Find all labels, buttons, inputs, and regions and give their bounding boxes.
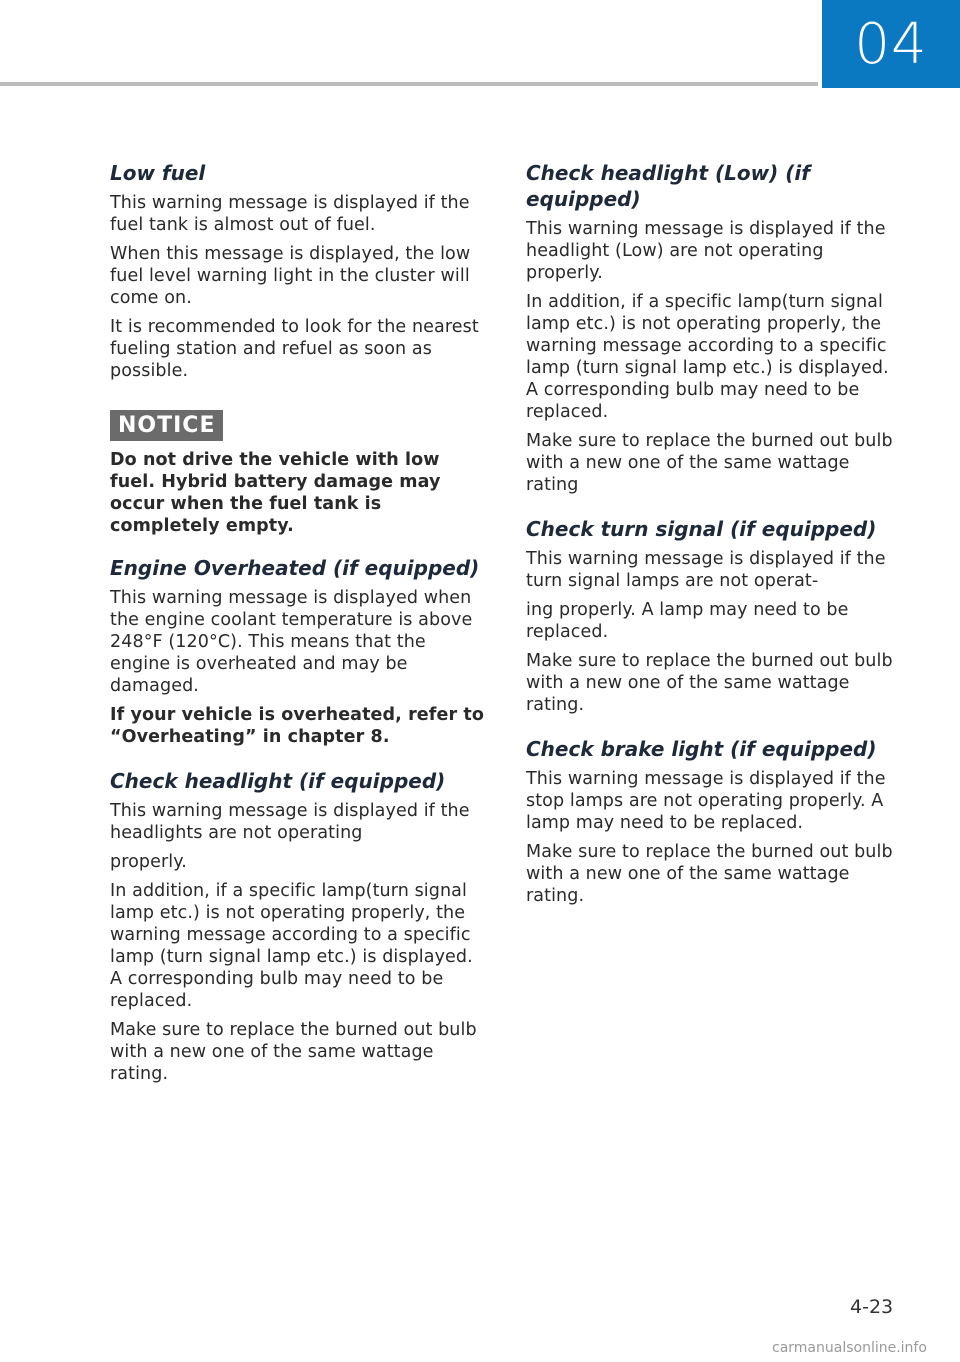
section-engine-overheated	[110, 555, 490, 748]
notice-text: Do not drive the vehicle with low fuel. Hybrid battery damage may occur when the fuel tank is completely empty.	[110, 450, 441, 536]
paragraph: Make sure to replace the burned out bulb with a new one of the same wattage rating.	[526, 651, 893, 715]
section-check-headlight-low	[526, 160, 906, 496]
paragraph: It is recommended to look for the nearest fueling station and refuel as soon as possible.	[110, 317, 479, 381]
page-number: 4-23	[850, 1296, 894, 1318]
section-check-headlight	[110, 768, 490, 1085]
section-title: Check headlight (Low) (if equipped)	[526, 161, 810, 211]
section-title: Low fuel	[110, 161, 206, 185]
paragraph: properly.	[110, 852, 187, 872]
paragraph: Make sure to replace the burned out bulb with a new one of the same wattage rating	[526, 431, 893, 495]
section-title: Check turn signal (if equipped)	[526, 517, 877, 541]
paragraph: This warning message is displayed if the headlight (Low) are not operating properly.	[526, 219, 886, 283]
paragraph: In addition, if a specific lamp(turn signal lamp etc.) is not operating properly, the warning message according to a specific lamp (turn signal lamp etc.) is displayed. A corresponding bulb may need to be replaced.	[526, 292, 889, 422]
right-column	[526, 160, 906, 927]
bold-note: If your vehicle is overheated, refer to “Overheating” in chapter 8.	[110, 705, 484, 747]
paragraph: This warning message is displayed if the fuel tank is almost out of fuel.	[110, 193, 470, 235]
paragraph: ing properly. A lamp may need to be replaced.	[526, 600, 849, 642]
paragraph: Make sure to replace the burned out bulb with a new one of the same wattage rating.	[110, 1020, 477, 1084]
left-column	[110, 160, 490, 1105]
notice-box	[110, 402, 490, 537]
section-title: Check headlight (if equipped)	[110, 769, 446, 793]
paragraph: This warning message is displayed if the stop lamps are not operating properly. A lamp may need to be replaced.	[526, 769, 886, 833]
section-title: Engine Overheated (if equipped)	[110, 556, 480, 580]
notice-label: NOTICE	[110, 410, 223, 441]
paragraph: When this message is displayed, the low fuel level warning light in the cluster will come on.	[110, 244, 471, 308]
paragraph: In addition, if a specific lamp(turn signal lamp etc.) is not operating properly, the warning message according to a specific lamp (turn signal lamp etc.) is displayed. A corresponding bulb may need to be replaced.	[110, 881, 473, 1011]
section-low-fuel	[110, 160, 490, 382]
watermark: carmanualsonline.info	[772, 1340, 927, 1356]
header-rule	[0, 82, 818, 86]
section-check-brake-light	[526, 736, 906, 907]
paragraph: This warning message is displayed when the engine coolant temperature is above 248°F (120°C). This means that the engine is overheated and may be damaged.	[110, 588, 473, 696]
chapter-tab: 04	[822, 0, 960, 88]
section-title: Check brake light (if equipped)	[526, 737, 877, 761]
section-check-turn-signal	[526, 516, 906, 716]
paragraph: Make sure to replace the burned out bulb with a new one of the same wattage rating.	[526, 842, 893, 906]
paragraph: This warning message is displayed if the headlights are not operating	[110, 801, 470, 843]
paragraph: This warning message is displayed if the turn signal lamps are not operat-	[526, 549, 886, 591]
